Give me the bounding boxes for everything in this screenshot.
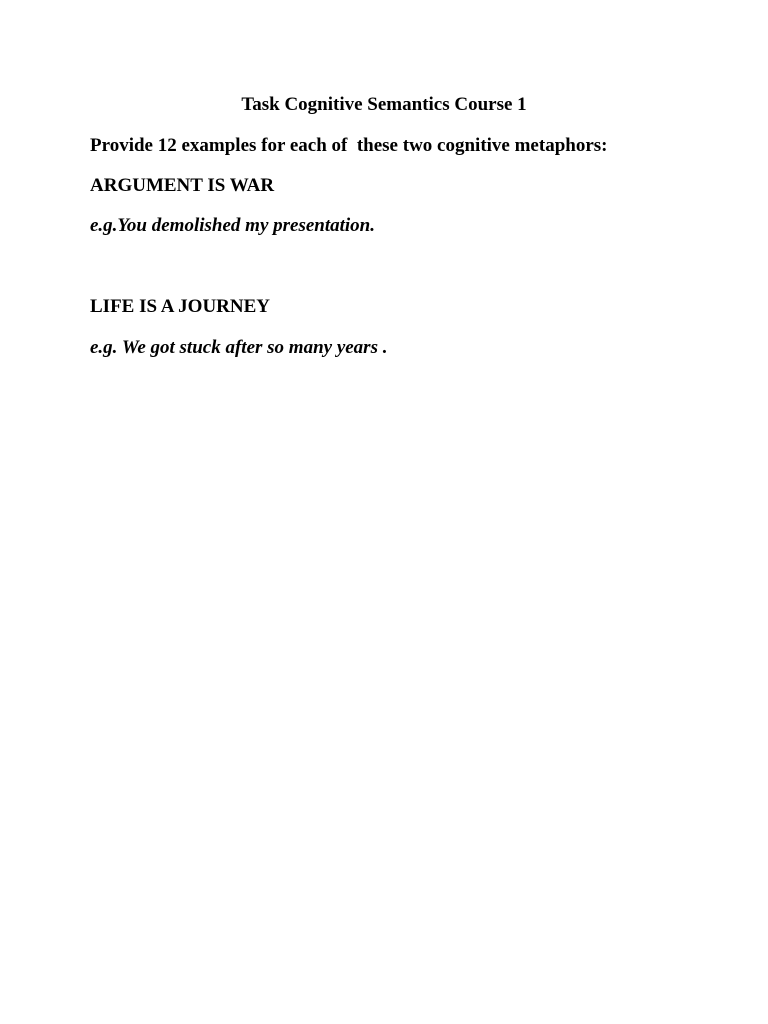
document-title: Task Cognitive Semantics Course 1: [241, 94, 527, 115]
metaphor-example-life-is-a-journey: e.g. We got stuck after so many years .: [90, 337, 388, 358]
metaphor-heading-argument-is-war: ARGUMENT IS WAR: [90, 175, 275, 196]
metaphor-heading-life-is-a-journey: LIFE IS A JOURNEY: [90, 296, 271, 317]
metaphor-example-argument-is-war: e.g.You demolished my presentation.: [90, 215, 375, 236]
task-instruction: Provide 12 examples for each of these two cognitive metaphors:: [90, 135, 608, 156]
